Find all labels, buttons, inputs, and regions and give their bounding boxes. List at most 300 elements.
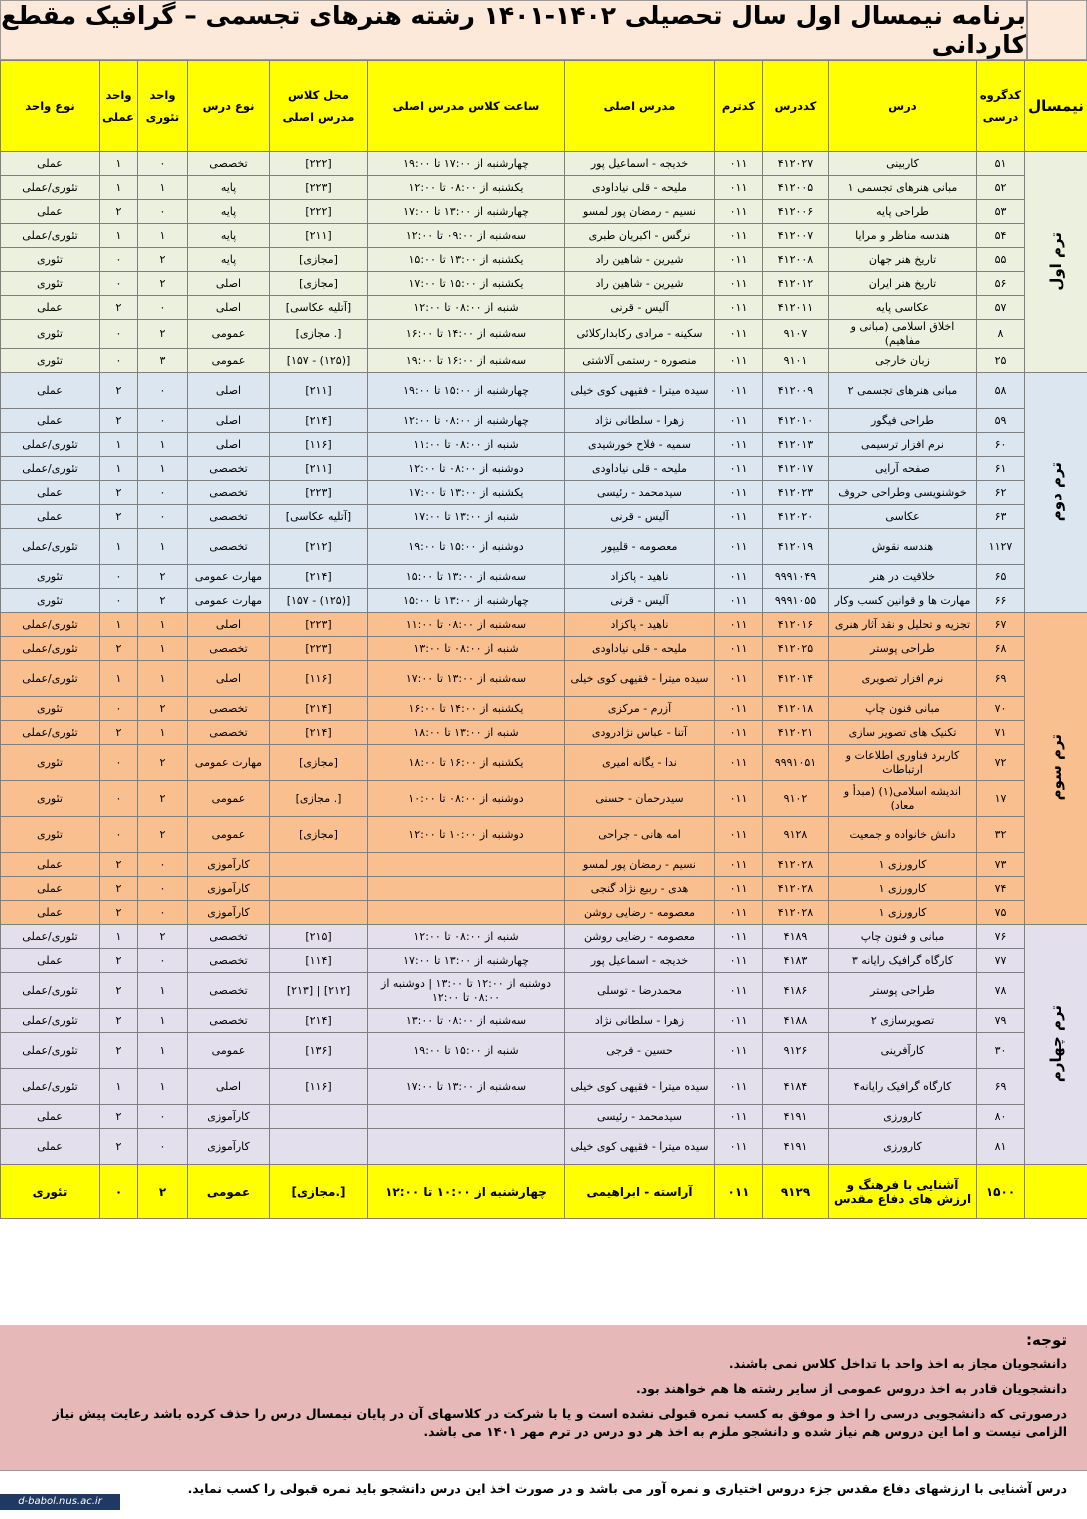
note-item: درصورتی که دانشجویی درسی را اخذ و موفق به کسب نمره قبولی نشده است و یا با شرکت در کلاسهای آن در پایان نیمسال درس را حذف کرده باشد رعایت پیش نیاز الزامی نیست و اما این دروس هم نیاز شده و دانشجو ملزم به اخذ هر دو درس در ترم مهر ۱۴۰۱ می باشد. xyxy=(52,1406,1067,1439)
instructor: سیدمحمد - رئیسی xyxy=(565,481,715,505)
term-code: ۰۱۱ xyxy=(715,457,763,481)
unit-type: عملی xyxy=(1,481,100,505)
class-time xyxy=(368,877,565,901)
class-location: [۲۲۲] xyxy=(270,152,368,176)
table-row xyxy=(1,925,1087,949)
instructor: آلیس - قرنی xyxy=(565,505,715,529)
theory-units: ۰ xyxy=(138,1105,188,1129)
theory-units: ۰ xyxy=(138,1129,188,1165)
class-time: سه‌شنبه از ۱۳:۰۰ تا ۱۵:۰۰ xyxy=(368,565,565,589)
class-time: چهارشنبه از ۱۳:۰۰ تا ۱۷:۰۰ xyxy=(368,949,565,973)
table-row xyxy=(1,877,1087,901)
practical-units: ۱ xyxy=(100,661,138,697)
theory-units: ۰ xyxy=(138,853,188,877)
practical-units: ۲ xyxy=(100,1105,138,1129)
header-course: درس xyxy=(829,61,977,152)
unit-type: تئوری/عملی xyxy=(1,433,100,457)
unit-type: تئوری xyxy=(1,817,100,853)
note-item: دانشجویان مجاز به اخذ واحد با تداخل کلاس نمی باشند. xyxy=(728,1356,1067,1371)
theory-units: ۱ xyxy=(138,721,188,745)
practical-units: ۰ xyxy=(100,320,138,349)
instructor: محمدرضا - توسلی xyxy=(565,973,715,1009)
table-row xyxy=(1,613,1087,637)
course-type: مهارت عمومی xyxy=(188,565,270,589)
course-name: نرم افزار ترسیمی xyxy=(829,433,977,457)
unit-type: عملی xyxy=(1,200,100,224)
theory-units: ۰ xyxy=(138,200,188,224)
instructor: سمیه - فلاح خورشیدی xyxy=(565,433,715,457)
term-code: ۰۱۱ xyxy=(715,200,763,224)
practical-units: ۰ xyxy=(100,248,138,272)
theory-units: ۱ xyxy=(138,457,188,481)
class-time: دوشنبه از ۱۰:۰۰ تا ۱۲:۰۰ xyxy=(368,817,565,853)
group-code: ۵۹ xyxy=(977,409,1025,433)
header-theory-units: واحد تئوری xyxy=(138,61,188,152)
practical-units: ۱ xyxy=(100,457,138,481)
course-code: ۴۱۹۱ xyxy=(763,1105,829,1129)
practical-units: ۲ xyxy=(100,373,138,409)
table-row xyxy=(1,349,1087,373)
course-name: کاربینی xyxy=(829,152,977,176)
practical-units: ۰ xyxy=(100,745,138,781)
class-location: [۱۱۴] xyxy=(270,949,368,973)
theory-units: ۱ xyxy=(138,176,188,200)
class-location: [۲۲۳] xyxy=(270,637,368,661)
practical-units: ۱ xyxy=(100,925,138,949)
instructor: آلیس - قرنی xyxy=(565,589,715,613)
group-code: ۵۵ xyxy=(977,248,1025,272)
class-time: یکشنبه از ۱۴:۰۰ تا ۱۶:۰۰ xyxy=(368,697,565,721)
course-code: ۴۱۲۰۲۵ xyxy=(763,637,829,661)
group-code: ۷۴ xyxy=(977,877,1025,901)
course-code: ۴۱۲۰۱۶ xyxy=(763,613,829,637)
course-name: زبان خارجی xyxy=(829,349,977,373)
class-location xyxy=(270,901,368,925)
unit-type: عملی xyxy=(1,505,100,529)
class-time: دوشنبه از ۰۸:۰۰ تا ۱۲:۰۰ xyxy=(368,457,565,481)
group-code: ۱۷ xyxy=(977,781,1025,817)
theory-units: ۰ xyxy=(138,877,188,901)
practical-units: ۱ xyxy=(100,433,138,457)
group-code: ۷۶ xyxy=(977,925,1025,949)
unit-type: تئوری/عملی xyxy=(1,721,100,745)
instructor: هدی - ربیع نژاد گنجی xyxy=(565,877,715,901)
course-type: اصلی xyxy=(188,373,270,409)
group-code: ۷۵ xyxy=(977,901,1025,925)
group-code: ۶۷ xyxy=(977,613,1025,637)
class-location: [۲۱۴] xyxy=(270,697,368,721)
theory-units: ۲ xyxy=(138,1165,188,1219)
course-code: ۴۱۲۰۱۴ xyxy=(763,661,829,697)
practical-units: ۲ xyxy=(100,481,138,505)
course-type: عمومی xyxy=(188,349,270,373)
class-time: شنبه از ۱۳:۰۰ تا ۱۷:۰۰ xyxy=(368,505,565,529)
unit-type: تئوری/عملی xyxy=(1,529,100,565)
unit-type: عملی xyxy=(1,877,100,901)
unit-type: تئوری xyxy=(1,697,100,721)
table-row xyxy=(1,589,1087,613)
course-type: کارآموزی xyxy=(188,877,270,901)
class-location: [۱۳۶] xyxy=(270,1033,368,1069)
term-code: ۰۱۱ xyxy=(715,697,763,721)
instructor: نرگس - اکبریان طبری xyxy=(565,224,715,248)
class-location: [مجازی] xyxy=(270,248,368,272)
instructor: آزرم - مرکزی xyxy=(565,697,715,721)
class-time: شنبه از ۰۸:۰۰ تا ۱۲:۰۰ xyxy=(368,296,565,320)
course-type: کارآموزی xyxy=(188,901,270,925)
instructor: ملیحه - قلی نیاداودی xyxy=(565,457,715,481)
course-type: عمومی xyxy=(188,320,270,349)
class-time: یکشنبه از ۱۳:۰۰ تا ۱۵:۰۰ xyxy=(368,248,565,272)
header-time: ساعت کلاس مدرس اصلی xyxy=(368,61,565,152)
unit-type: عملی xyxy=(1,1105,100,1129)
course-name: مبانی و فنون چاپ xyxy=(829,925,977,949)
course-type: اصلی xyxy=(188,272,270,296)
course-code: ۴۱۲۰۰۵ xyxy=(763,176,829,200)
table-row xyxy=(1,637,1087,661)
instructor: معصومه - رضایی روشن xyxy=(565,925,715,949)
term-code: ۰۱۱ xyxy=(715,529,763,565)
header-instructor: مدرس اصلی xyxy=(565,61,715,152)
table-row xyxy=(1,565,1087,589)
course-name: کارگاه گرافیک رایانه۴ xyxy=(829,1069,977,1105)
course-type: کارآموزی xyxy=(188,1129,270,1165)
course-name: عکاسی پایه xyxy=(829,296,977,320)
course-type: اصلی xyxy=(188,1069,270,1105)
class-location: [.مجازی] xyxy=(270,1165,368,1219)
table-row xyxy=(1,1033,1087,1069)
table-row xyxy=(1,1105,1087,1129)
course-name: تجزیه و تحلیل و نقد آثار هنری xyxy=(829,613,977,637)
course-code: ۴۱۸۸ xyxy=(763,1009,829,1033)
class-time: سه‌شنبه از ۱۳:۰۰ تا ۱۷:۰۰ xyxy=(368,1069,565,1105)
class-location: [(۱۲۵) - ۱۵۷] xyxy=(270,349,368,373)
schedule-body xyxy=(1,152,1087,1219)
instructor: آراسته - ابراهیمی xyxy=(565,1165,715,1219)
term-code: ۰۱۱ xyxy=(715,224,763,248)
instructor: سیده میترا - فقیهی کوی خیلی xyxy=(565,373,715,409)
course-code: ۴۱۲۰۲۷ xyxy=(763,152,829,176)
class-location: [. مجازی] xyxy=(270,781,368,817)
course-code: ۴۱۲۰۰۹ xyxy=(763,373,829,409)
theory-units: ۰ xyxy=(138,949,188,973)
unit-type: تئوری/عملی xyxy=(1,613,100,637)
semester-label xyxy=(1025,373,1087,613)
term-code: ۰۱۱ xyxy=(715,433,763,457)
class-location: [۲۱۴] xyxy=(270,1009,368,1033)
header-location: محل کلاس مدرس اصلی xyxy=(270,61,368,152)
instructor: ندا - یگانه امیری xyxy=(565,745,715,781)
theory-units: ۲ xyxy=(138,565,188,589)
course-name: دانش خانواده و جمعیت xyxy=(829,817,977,853)
class-location: [۱۱۶] xyxy=(270,1069,368,1105)
course-code: ۴۱۲۰۱۲ xyxy=(763,272,829,296)
course-code: ۴۱۲۰۱۱ xyxy=(763,296,829,320)
header-unit-type: نوع واحد xyxy=(1,61,100,152)
class-time: یکشنبه از ۱۵:۰۰ تا ۱۷:۰۰ xyxy=(368,272,565,296)
group-code: ۶۹ xyxy=(977,1069,1025,1105)
unit-type: تئوری/عملی xyxy=(1,1033,100,1069)
course-name: هندسه مناظر و مرایا xyxy=(829,224,977,248)
class-location: [۲۱۵] xyxy=(270,925,368,949)
course-name: تاریخ هنر جهان xyxy=(829,248,977,272)
unit-type: عملی xyxy=(1,949,100,973)
term-code: ۰۱۱ xyxy=(715,781,763,817)
instructor: شیرین - شاهین راد xyxy=(565,272,715,296)
unit-type: تئوری xyxy=(1,272,100,296)
term-code: ۰۱۱ xyxy=(715,565,763,589)
course-name: مبانی هنرهای تجسمی ۱ xyxy=(829,176,977,200)
unit-type: تئوری/عملی xyxy=(1,661,100,697)
course-type: تخصصی xyxy=(188,973,270,1009)
instructor: سیده میترا - فقیهی کوی خیلی xyxy=(565,1129,715,1165)
page-title: برنامه نیمسال اول سال تحصیلی ۱۴۰۲-۱۴۰۱ رشته هنرهای تجسمی – گرافیک مقطع کاردانی xyxy=(1,1,1026,59)
course-name: تکنیک های تصویر سازی xyxy=(829,721,977,745)
unit-type: تئوری xyxy=(1,248,100,272)
term-code: ۰۱۱ xyxy=(715,949,763,973)
unit-type: تئوری xyxy=(1,320,100,349)
course-name: کارورزی xyxy=(829,1129,977,1165)
group-code: ۲۵ xyxy=(977,349,1025,373)
semester-label-text: ترم سوم xyxy=(1047,734,1065,801)
course-name: کارورزی ۱ xyxy=(829,853,977,877)
term-code: ۰۱۱ xyxy=(715,1165,763,1219)
group-code: ۵۱ xyxy=(977,152,1025,176)
instructor: سیدمحمد - رئیسی xyxy=(565,1105,715,1129)
unit-type: تئوری xyxy=(1,589,100,613)
semester-label xyxy=(1025,1165,1087,1219)
practical-units: ۲ xyxy=(100,200,138,224)
class-location: [. مجازی] xyxy=(270,320,368,349)
group-code: ۶۹ xyxy=(977,661,1025,697)
unit-type: عملی xyxy=(1,853,100,877)
class-time: سه‌شنبه از ۱۴:۰۰ تا ۱۶:۰۰ xyxy=(368,320,565,349)
class-location xyxy=(270,1105,368,1129)
theory-units: ۱ xyxy=(138,1033,188,1069)
class-time xyxy=(368,1105,565,1129)
group-code: ۶۶ xyxy=(977,589,1025,613)
class-time: شنبه از ۰۸:۰۰ تا ۱۳:۰۰ xyxy=(368,637,565,661)
theory-units: ۱ xyxy=(138,1069,188,1105)
course-name: مبانی هنرهای تجسمی ۲ xyxy=(829,373,977,409)
course-type: پایه xyxy=(188,200,270,224)
unit-type: تئوری xyxy=(1,1165,100,1219)
practical-units: ۲ xyxy=(100,1033,138,1069)
theory-units: ۱ xyxy=(138,661,188,697)
theory-units: ۰ xyxy=(138,373,188,409)
table-row xyxy=(1,320,1087,349)
course-type: مهارت عمومی xyxy=(188,589,270,613)
table-row xyxy=(1,853,1087,877)
class-location: [۱۱۶] xyxy=(270,661,368,697)
practical-units: ۲ xyxy=(100,1129,138,1165)
course-name: خلاقیت در هنر xyxy=(829,565,977,589)
course-type: تخصصی xyxy=(188,721,270,745)
class-location: [۲۲۲] xyxy=(270,200,368,224)
unit-type: عملی xyxy=(1,901,100,925)
class-location xyxy=(270,1129,368,1165)
course-code: ۹۱۲۶ xyxy=(763,1033,829,1069)
table-row xyxy=(1,781,1087,817)
table-row xyxy=(1,745,1087,781)
instructor: زهرا - سلطانی نژاد xyxy=(565,1009,715,1033)
term-code: ۰۱۱ xyxy=(715,973,763,1009)
class-location: [مجازی] xyxy=(270,817,368,853)
instructor: نسیم - رمضان پور لمسو xyxy=(565,200,715,224)
class-time: چهارشنبه از ۱۵:۰۰ تا ۱۹:۰۰ xyxy=(368,373,565,409)
theory-units: ۳ xyxy=(138,349,188,373)
practical-units: ۲ xyxy=(100,409,138,433)
term-code: ۰۱۱ xyxy=(715,373,763,409)
unit-type: تئوری/عملی xyxy=(1,925,100,949)
table-row xyxy=(1,949,1087,973)
course-code: ۹۱۰۲ xyxy=(763,781,829,817)
header-course-code: کددرس xyxy=(763,61,829,152)
theory-units: ۱ xyxy=(138,224,188,248)
theory-units: ۲ xyxy=(138,697,188,721)
schedule-table xyxy=(0,60,1087,1219)
course-code: ۹۱۲۹ xyxy=(763,1165,829,1219)
practical-units: ۰ xyxy=(100,697,138,721)
course-type: تخصصی xyxy=(188,505,270,529)
table-row xyxy=(1,505,1087,529)
term-code: ۰۱۱ xyxy=(715,721,763,745)
course-type: اصلی xyxy=(188,433,270,457)
theory-units: ۱ xyxy=(138,1009,188,1033)
class-location: [۲۱۱] xyxy=(270,457,368,481)
practical-units: ۲ xyxy=(100,721,138,745)
course-name: مهارت ها و قوانین کسب وکار xyxy=(829,589,977,613)
practical-units: ۲ xyxy=(100,973,138,1009)
course-name: کارگاه گرافیک رایانه ۳ xyxy=(829,949,977,973)
course-code: ۴۱۸۹ xyxy=(763,925,829,949)
practical-units: ۰ xyxy=(100,817,138,853)
theory-units: ۰ xyxy=(138,481,188,505)
instructor: خدیجه - اسماعیل پور xyxy=(565,949,715,973)
term-code: ۰۱۱ xyxy=(715,152,763,176)
term-code: ۰۱۱ xyxy=(715,1129,763,1165)
group-code: ۵۲ xyxy=(977,176,1025,200)
theory-units: ۰ xyxy=(138,409,188,433)
semester-label-text: ترم اول xyxy=(1047,231,1065,291)
unit-type: تئوری/عملی xyxy=(1,1009,100,1033)
practical-units: ۰ xyxy=(100,349,138,373)
unit-type: تئوری/عملی xyxy=(1,973,100,1009)
theory-units: ۱ xyxy=(138,529,188,565)
group-code: ۷۳ xyxy=(977,853,1025,877)
term-code: ۰۱۱ xyxy=(715,853,763,877)
course-name: طراحی پایه xyxy=(829,200,977,224)
group-code: ۷۰ xyxy=(977,697,1025,721)
note-item: دانشجویان قادر به اخذ دروس عمومی از سایر رشته ها هم خواهند بود. xyxy=(635,1381,1067,1396)
course-type: اصلی xyxy=(188,613,270,637)
header-row xyxy=(1,61,1087,152)
group-code: ۵۸ xyxy=(977,373,1025,409)
unit-type: تئوری xyxy=(1,565,100,589)
group-code: ۵۳ xyxy=(977,200,1025,224)
course-code: ۹۹۹۱۰۵۱ xyxy=(763,745,829,781)
class-location: [۲۲۳] xyxy=(270,613,368,637)
practical-units: ۱ xyxy=(100,224,138,248)
course-code: ۹۱۰۱ xyxy=(763,349,829,373)
class-location: [مجازی] xyxy=(270,272,368,296)
instructor: معصومه - رضایی روشن xyxy=(565,901,715,925)
practical-units: ۲ xyxy=(100,949,138,973)
instructor: سیدرحمان - حسنی xyxy=(565,781,715,817)
course-code: ۴۱۲۰۰۷ xyxy=(763,224,829,248)
table-row xyxy=(1,409,1087,433)
practical-units: ۱ xyxy=(100,152,138,176)
term-code: ۰۱۱ xyxy=(715,661,763,697)
class-time: سه‌شنبه از ۱۶:۰۰ تا ۱۹:۰۰ xyxy=(368,349,565,373)
term-code: ۰۱۱ xyxy=(715,1009,763,1033)
class-time: دوشنبه از ۱۵:۰۰ تا ۱۹:۰۰ xyxy=(368,529,565,565)
class-location: [آتلیه عکاسی] xyxy=(270,296,368,320)
unit-type: تئوری/عملی xyxy=(1,637,100,661)
group-code: ۶۵ xyxy=(977,565,1025,589)
theory-units: ۲ xyxy=(138,925,188,949)
course-type: تخصصی xyxy=(188,457,270,481)
term-code: ۰۱۱ xyxy=(715,176,763,200)
practical-units: ۱ xyxy=(100,176,138,200)
course-name: کارورزی ۱ xyxy=(829,901,977,925)
course-name: کاربرد فناوری اطلاعات و ارتباطات xyxy=(829,745,977,781)
course-code: ۴۱۲۰۲۳ xyxy=(763,481,829,505)
course-name: عکاسی xyxy=(829,505,977,529)
special-course-row xyxy=(1,1165,1087,1219)
class-time xyxy=(368,901,565,925)
instructor: خدیجه - اسماعیل پور xyxy=(565,152,715,176)
class-time: شنبه از ۰۸:۰۰ تا ۱۱:۰۰ xyxy=(368,433,565,457)
course-code: ۴۱۸۳ xyxy=(763,949,829,973)
practical-units: ۱ xyxy=(100,613,138,637)
class-time: چهارشنبه از ۱۷:۰۰ تا ۱۹:۰۰ xyxy=(368,152,565,176)
table-row xyxy=(1,373,1087,409)
group-code: ۶۱ xyxy=(977,457,1025,481)
course-type: اصلی xyxy=(188,409,270,433)
term-code: ۰۱۱ xyxy=(715,637,763,661)
course-code: ۹۹۹۱۰۴۹ xyxy=(763,565,829,589)
theory-units: ۱ xyxy=(138,613,188,637)
table-row xyxy=(1,224,1087,248)
course-code: ۴۱۲۰۱۷ xyxy=(763,457,829,481)
course-type: پایه xyxy=(188,224,270,248)
term-code: ۰۱۱ xyxy=(715,505,763,529)
group-code: ۸۱ xyxy=(977,1129,1025,1165)
unit-type: تئوری/عملی xyxy=(1,1069,100,1105)
class-location: [مجازی] xyxy=(270,745,368,781)
class-location: [۲۲۳] xyxy=(270,481,368,505)
term-code: ۰۱۱ xyxy=(715,613,763,637)
course-type: تخصصی xyxy=(188,152,270,176)
class-time: شنبه از ۱۳:۰۰ تا ۱۸:۰۰ xyxy=(368,721,565,745)
header-group-code: کدگروه درسی xyxy=(977,61,1025,152)
group-code: ۸ xyxy=(977,320,1025,349)
course-name: نرم افزار تصویری xyxy=(829,661,977,697)
class-time: شنبه از ۱۵:۰۰ تا ۱۹:۰۰ xyxy=(368,1033,565,1069)
class-time xyxy=(368,853,565,877)
practical-units: ۰ xyxy=(100,589,138,613)
course-name: طراحی فیگور xyxy=(829,409,977,433)
course-name: تصویرسازی ۲ xyxy=(829,1009,977,1033)
course-type: تخصصی xyxy=(188,925,270,949)
course-code: ۹۱۰۷ xyxy=(763,320,829,349)
unit-type: تئوری/عملی xyxy=(1,224,100,248)
instructor: نسیم - رمضان پور لمسو xyxy=(565,853,715,877)
footer-note: درس آشنایی با ارزشهای دفاع مقدس جزء دروس اختیاری و نمره آور می باشد و در صورت اخذ این درس دانشجو باید نمره قبولی را کسب نماید. xyxy=(0,1470,1087,1519)
group-code: ۷۸ xyxy=(977,973,1025,1009)
theory-units: ۲ xyxy=(138,589,188,613)
